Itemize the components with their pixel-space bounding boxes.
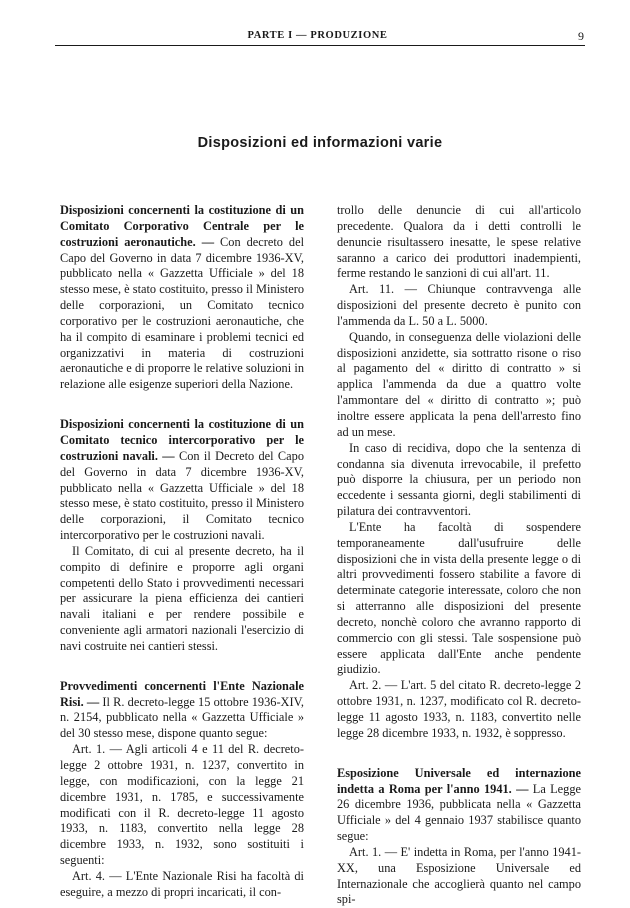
paragraph: Art. 1. — E' indetta in Roma, per l'anno 1941-XX, una Esposizione Universale ed Internazionale che accoglierà quanto nel campo spi- — [337, 844, 581, 907]
page-number: 9 — [578, 29, 584, 43]
article-text: La Legge 26 dicembre 1936, pubblicata nella « Gazzetta Ufficiale » del 4 gennaio 1937 stabilisce quanto segue: — [337, 781, 581, 844]
paragraph: Art. 2. — L'art. 5 del citato R. decreto-legge 2 ottobre 1931, n. 1237, modificato col R. decreto-legge 11 agosto 1933, n. 1183, convertito nelle legge 28 dicembre 1933, n. 1932, è soppresso. — [337, 678, 581, 740]
paragraph: Il Comitato, di cui al presente decreto, ha il compito di definire e proporre agli organi competenti dello Stato i provvedimenti necessari per assicurare la piena efficienza dei cantieri navali italiani e per rendere possibile e conveniente agli armatori nazionali l'esercizio di navi costruite nei cantieri stessi. — [60, 543, 304, 653]
paragraph: L'Ente ha facoltà di sospendere temporaneamente dall'usufruire delle disposizioni che in vista della presente legge o di altri provvedimenti fossero stabilite a favore di determinate categorie interessate, coloro che non si atterranno alle disposizioni del presente decreto, nonchè coloro che avranno rapporto di commercio con gli stessi. Tale sospensione può essere applicata dall'Ente anche pendente giudizio. — [337, 519, 581, 677]
article-text: Con decreto del Capo del Governo in data 7 dicembre 1936-XV, pubblicato nella « Gazzetta Ufficiale » del 18 stesso mese, è stato costituito, presso il Ministero delle corporazioni, un Comitato tecnico corporativo per le costruzioni aeronautiche, che ha il compito di esaminare i problemi tecnici ed organizzativi in materia di costruzioni aeronautiche e di proporre le relative soluzioni in relazione alle esigenze superiori della Nazione. — [60, 234, 305, 392]
article-rice — [60, 679, 304, 742]
right-column — [337, 203, 581, 908]
section-title: Disposizioni ed informazioni varie — [197, 135, 443, 151]
article-heading: Esposizione Universale ed internazione indetta a Roma per l'anno 1941. — — [337, 765, 581, 796]
paragraph: Quando, in conseguenza delle violazioni delle disposizioni anzidette, sia sottratto risone o riso al pagamento del « diritto di contratto » si applica l'ammenda da due a quattro volte l'ammontare del « diritto di contratto »; può inoltre essere applicata la pena dell'arresto fino ad un mese. — [337, 329, 581, 439]
article-text: Con il Decreto del Capo del Governo in data 7 dicembre 1936-XV, pubblicato nella « Gazzetta Ufficiale » del 18 stesso mese, è stato costituito, presso il Ministero delle corporazioni, il Comitato tecnico intercorporativo per le costruzioni navali. — [60, 448, 304, 543]
page-header — [0, 0, 630, 46]
article-exposition — [337, 766, 581, 845]
article-naval — [60, 417, 304, 544]
article-aeronautics — [60, 203, 304, 393]
article-heading: Disposizioni concernenti la costituzione di un Comitato tecnico intercorporativo per le costruzioni navali. — — [60, 417, 304, 463]
article-heading: Disposizioni concernenti la costituzione di un Comitato Corporativo Centrale per le costruzioni aeronautiche. — — [60, 203, 304, 249]
paragraph: Art. 1. — Agli articoli 4 e 11 del R. decreto-legge 2 ottobre 1931, n. 1237, convertito in legge, con modificazioni, con la legge 21 dicembre 1931, n. 1785, e successivamente modificati con il R. decreto-legge 11 agosto 1933, n. 1183, convertito nella legge 28 dicembre 1933, n. 1932, sono sostituiti i seguenti: — [60, 742, 304, 868]
header-rule — [55, 45, 585, 46]
paragraph: Art. 4. — L'Ente Nazionale Risi ha facoltà di eseguire, a mezzo di propri incaricati, il con- — [60, 868, 304, 899]
running-header: PARTE I — PRODUZIONE — [247, 30, 388, 41]
article-heading: Provvedimenti concernenti l'Ente Nazionale Risi. — — [60, 678, 304, 709]
paragraph: In caso di recidiva, dopo che la sentenza di condanna sia divenuta irrevocabile, il prefetto può disporre la chiusura, per un periodo non eccedente i sessanta giorni, degli stabilimenti di pilatura dei contravventori. — [337, 440, 581, 519]
left-column — [60, 203, 304, 901]
paragraph: Art. 11. — Chiunque contravvenga alle disposizioni del presente decreto è punito con l'ammenda da L. 50 a L. 5000. — [337, 282, 581, 328]
paragraph: trollo delle denuncie di cui all'articolo precedente. Qualora da i detti controlli le denuncie risultassero inesatte, le spese relative saranno a carico dei produttori inadempienti, ferme restando le sanzioni di cui all'art. 11. — [337, 203, 581, 281]
article-text: Il R. decreto-legge 15 ottobre 1936-XIV, n. 2154, pubblicato nella « Gazzetta Ufficiale » del 30 stesso mese, dispone quanto segue: — [60, 694, 304, 741]
